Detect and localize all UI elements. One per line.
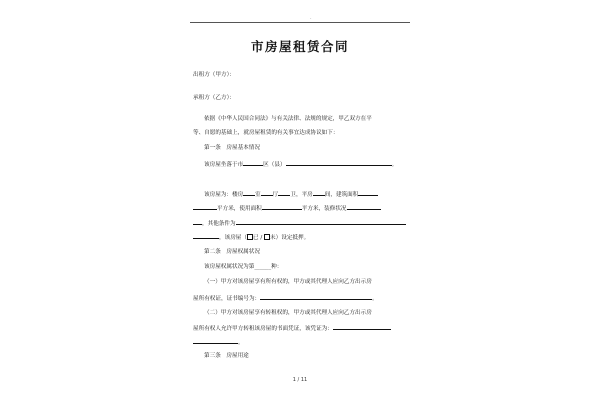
location-end: 。: [391, 162, 398, 168]
lessee-line: [193, 95, 235, 102]
mortgage-line: [193, 233, 309, 242]
location-city-label: 该房屋坐落于市: [204, 162, 244, 168]
structure-line: [204, 190, 378, 199]
header-rule: [190, 22, 410, 23]
floor-area-blank: [193, 204, 217, 210]
mortgage-prefix-blank: [193, 233, 219, 239]
mortgaged-yes-label: 已 /: [252, 235, 265, 241]
lessee-label: 承租方（乙方）：: [193, 95, 235, 101]
item-1-label: 屋所有权证，证书编号为：: [193, 296, 261, 302]
item-1-line-2: [193, 294, 378, 303]
lessor-label: 出租方（甲方）：: [193, 72, 235, 78]
other-conditions-line: [193, 219, 406, 228]
voucher-blank-continued: [193, 338, 238, 344]
area-line: [193, 204, 381, 213]
other-prefix-blank: [193, 219, 202, 225]
page-number: 1 / 11: [292, 377, 308, 383]
item-2-line-1: （二）甲方对该房屋享有转租权的，甲方或其代理人应向乙方出示房: [204, 310, 372, 316]
area-unit-1: 平方米，使用面积: [217, 206, 262, 212]
building-area-blank: [358, 190, 378, 196]
usable-area-blank: [262, 204, 302, 210]
item-2-line-3: [193, 338, 244, 347]
kitchen-blank: [278, 190, 290, 196]
hall-label: 厅: [272, 192, 279, 198]
preamble-line-2: 等、自愿的基础上，就房屋租赁的有关事宜达成协议如下：: [193, 130, 339, 136]
voucher-blank: [333, 324, 391, 330]
cert-type-line: 该房屋权属状况为第______种：: [204, 264, 283, 270]
rooms-label: 间，建筑面积: [324, 192, 359, 198]
location-line: [204, 160, 397, 169]
other-conditions-blank: [236, 219, 406, 225]
lessor-line: [193, 72, 235, 79]
mortgage-label: ，该房屋（: [219, 235, 247, 241]
area-unit-2: 平方米，装修状况: [301, 206, 347, 212]
room-blank: [243, 190, 255, 196]
bungalow-blank: [313, 190, 325, 196]
certificate-number-blank: [260, 294, 372, 300]
other-label: ，其他条件为: [202, 221, 236, 227]
article-1-heading: 第一条 房屋基本情况: [204, 145, 260, 151]
item-2-end: 。: [238, 340, 244, 346]
item-2-line-2: [193, 324, 391, 333]
mortgage-end-label: 未）设定抵押。: [270, 235, 310, 241]
header-mark: ·: [310, 16, 312, 22]
city-blank: [243, 160, 263, 166]
item-1-line-1: （一）甲方对该房屋享有所有权的，甲方或其代理人应向乙方出示房: [204, 279, 372, 285]
structure-label: 该房屋为：楼房: [204, 192, 244, 198]
article-2-heading: 第二条 房屋权属状况: [204, 249, 260, 255]
document-title: 市房屋租赁合同: [250, 39, 349, 54]
location-district-label: 区（县）: [263, 162, 286, 168]
address-blank: [286, 160, 392, 166]
hall-blank: [261, 190, 273, 196]
room-label: 室: [255, 192, 261, 198]
preamble-line-1: 依据《中华人民国合同法》与有关法律、法规的规定，甲乙双方在平: [204, 116, 372, 122]
item-1-end: 。: [372, 296, 378, 302]
decoration-blank: [347, 204, 381, 210]
article-3-heading: 第三条 房屋用途: [204, 353, 249, 359]
item-2-label: 屋所有权人允许甲方转租该房屋的书面凭证，该凭证为：: [193, 326, 333, 332]
kitchen-label: 卫，平房: [290, 192, 313, 198]
